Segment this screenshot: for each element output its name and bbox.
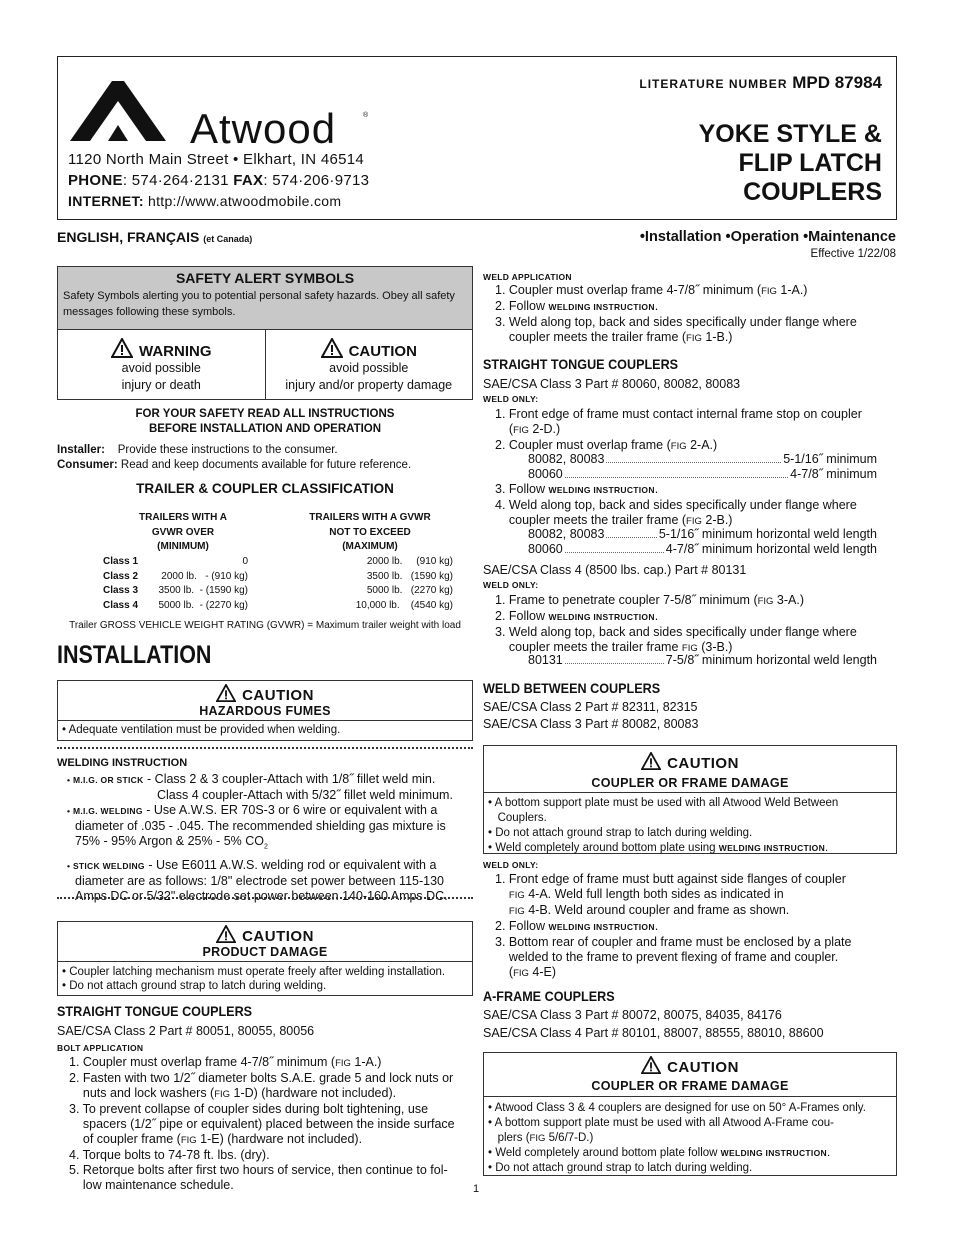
address: 1120 North Main Street • Elkhart, IN 46514 (68, 151, 365, 168)
leader-row: 80082, 80083 5-1/16˝ minimum horizontal weld length (528, 527, 877, 541)
list-line: 4. Weld along top, back and sides specifically under flange where (495, 498, 857, 512)
list-line: nuts and lock washers (FIG 1-D) (hardware not included). (69, 1086, 397, 1100)
class4-part: SAE/CSA Class 4 (8500 lbs. cap.) Part # 80131 (483, 563, 747, 577)
effective-date: Effective 1/22/08 (810, 248, 896, 260)
list-line: 2. Fasten with two 1/2˝ diameter bolts S.A.E. grade 5 and lock nuts or (69, 1071, 454, 1085)
classification-row (100, 555, 460, 570)
safety-title: SAFETY ALERT SYMBOLS (175, 270, 355, 286)
weld-between-steps (495, 872, 851, 981)
caution-triangle-icon (641, 1056, 661, 1074)
straight-tongue-part-2: SAE/CSA Class 3 Part # 80060, 80082, 80083 (483, 377, 741, 391)
classification-table: TRAILERS WITH A GVWR OVER (MINIMUM) TRAILERS WITH A GVWR NOT TO EXCEED (MAXIMUM) Class 1 0 2000 lb. (910 kg) Class 2 2000 lb. - (910 kg) 3500 lb. (1590 kg) Class 3 3500 lb. - (1590 kg) 5000 lb. (2270 kg) Class 4 5000 lb. - (2270 kg) 10,000 lb. (4540 kg) (100, 511, 460, 613)
page-number: 1 (473, 1183, 480, 1195)
weld-steps (495, 283, 857, 346)
weld-only-label: WELD ONLY: (483, 860, 539, 870)
list-line: • Do not attach ground strap to latch during welding. (488, 1162, 753, 1174)
phone-line: PHONE: 574·264·2131 FAX: 574·206·9713 (68, 172, 370, 189)
classification-min: 3500 lb. - (1590 kg) (158, 585, 248, 596)
stc-steps-b (495, 482, 857, 529)
sections-line: •Installation •Operation •Maintenance (639, 229, 896, 245)
a-frame-part-1: SAE/CSA Class 3 Part # 80072, 80075, 84035, 84176 (483, 1008, 782, 1022)
installation-heading: INSTALLATION (57, 641, 212, 669)
divider (57, 897, 473, 899)
caution-coupler-box-2: CAUTION COUPLER OR FRAME DAMAGE • Atwood Class 3 & 4 couplers are designed for use on 50° A-Frames only. • A bottom support plate must be used with all Atwood A-Frame cou- plers (FIG 5/6/7-D.) • Weld completely around bottom plate follow WELDING INSTRUCTION. • Do not attach ground strap to latch during welding. (483, 1052, 897, 1176)
divider (57, 747, 473, 749)
caution-triangle-icon (216, 684, 236, 702)
brand-name: Atwood (190, 105, 337, 152)
list-line: • Atwood Class 3 & 4 couplers are designed for use on 50° A-Frames only. (488, 1102, 866, 1114)
consumer-line: Consumer: Read and keep documents available for future reference. (57, 459, 412, 471)
bolt-steps (69, 1055, 474, 1193)
languages: ENGLISH, FRANÇAIS (et Canada) (57, 229, 253, 245)
caution-product-box: CAUTION PRODUCT DAMAGE • Coupler latching mechanism must operate freely after welding installation. • Do not attach ground strap to latch during welding. (57, 921, 473, 996)
list-line: FIG 4-A. Weld full length both sides as indicated in (508, 887, 784, 901)
classification-class: Class 4 (103, 599, 139, 611)
classification-class: Class 2 (103, 570, 139, 582)
list-line: coupler meets the trailer frame FIG (3-B.) (495, 640, 733, 654)
welding-instructions: • M.I.G. OR STICK - Class 2 & 3 coupler-Attach with 1/8˝ fillet weld min. Class 4 coupler-Attach with 5/32˝ fillet weld minimum. • M.I.G. WELDING - Use A.W.S. ER 70S-3 or 6 wire or equivalent with a diameter of .035 - .045. The recommended shielding gas mixture is 75% - 95% Argon & 25% - 5% $CO_2$ • STICK WELDING - Use E6011 A.W.S. welding rod or equivalent with a diameter are as follows: 1/8" electrode set power between 115-130 Amps DC or 5/32" electrode set power between 140-160 Amps DC. (67, 772, 453, 903)
caution-cell: CAUTION avoid possible injury and/or property damage (266, 330, 473, 400)
list-line: • Weld completely around bottom plate follow WELDING INSTRUCTION. (488, 1147, 831, 1159)
straight-tongue-title: STRAIGHT TONGUE COUPLERS (57, 1003, 253, 1019)
internet-line: INTERNET: http://www.atwoodmobile.com (68, 193, 342, 209)
classification-max: 2000 lb. (910 kg) (366, 556, 453, 567)
caution-triangle-icon (321, 338, 343, 358)
registered-mark: ® (363, 112, 369, 119)
stc-steps-a (495, 407, 862, 454)
caution-triangle-icon (641, 752, 661, 770)
leader-row: 80060 4-7/8˝ minimum (528, 467, 877, 481)
leader-row: 80060 4-7/8˝ minimum horizontal weld length (528, 542, 877, 556)
weld-only-label: WELD ONLY: (483, 394, 539, 404)
installer-line: Installer: Provide these instructions to the consumer. (57, 444, 338, 456)
classification-class: Class 3 (103, 585, 139, 596)
list-line: (FIG 2-D.) (495, 422, 561, 436)
weld-between-part-1: SAE/CSA Class 2 Part # 82311, 82315 (483, 700, 698, 714)
list-line: 5. Retorque bolts after first two hours of service, then continue to fol- (69, 1163, 448, 1177)
straight-tongue-title-2: STRAIGHT TONGUE COUPLERS (483, 356, 679, 372)
warning-triangle-icon (111, 338, 133, 358)
atwood-logo-icon (70, 79, 190, 143)
list-line: FIG 4-B. Weld around coupler and frame as shown. (508, 903, 790, 917)
classification-row (100, 570, 460, 585)
list-line: 1. Front edge of frame must butt against side flanges of coupler (495, 872, 846, 886)
classification-row (100, 599, 460, 614)
document-title: YOKE STYLE & FLIP LATCH COUPLERS (698, 120, 882, 206)
weld-only-label: WELD ONLY: (483, 580, 539, 590)
list-line: of coupler frame (FIG 1-E) (hardware not included). (69, 1132, 363, 1146)
classification-min: 0 (242, 556, 248, 567)
list-line: 1. Coupler must overlap frame 4-7/8˝ minimum (FIG 1-A.) (495, 283, 808, 297)
literature-number: LITERATURE NUMBER MPD 87984 (639, 73, 882, 92)
list-line: 4. Torque bolts to 74-78 ft. lbs. (dry). (69, 1148, 270, 1162)
list-line: 3. Bottom rear of coupler and frame must be enclosed by a plate (495, 935, 852, 949)
caution-coupler-box-1: CAUTION COUPLER OR FRAME DAMAGE • A bottom support plate must be used with all Atwood Weld Between Couplers. • Do not attach ground strap to latch during welding. • Weld completely around bottom plate using WELDING INSTRUCTION. (483, 745, 897, 854)
leader-row: 80131 7-5/8˝ minimum horizontal weld length (528, 653, 877, 667)
classification-min: 5000 lb. - (2270 kg) (158, 599, 248, 611)
list-line: 2. Follow WELDING INSTRUCTION. (495, 609, 659, 623)
list-line: 1. Coupler must overlap frame 4-7/8˝ minimum (FIG 1-A.) (69, 1055, 382, 1069)
welding-instruction-title: WELDING INSTRUCTION (57, 757, 188, 769)
list-line: 2. Follow WELDING INSTRUCTION. (495, 299, 659, 313)
classification-class: Class 1 (103, 556, 139, 567)
list-line: 3. To prevent collapse of coupler sides during bolt tightening, use (69, 1102, 429, 1116)
straight-tongue-part: SAE/CSA Class 2 Part # 80051, 80055, 80056 (57, 1024, 315, 1038)
list-line: plers (FIG 5/6/7-D.) (488, 1132, 594, 1144)
leader-row: 80082, 80083 5-1/16˝ minimum (528, 452, 877, 466)
classification-max: 5000 lb. (2270 kg) (366, 585, 453, 596)
classification-title: TRAILER & COUPLER CLASSIFICATION (136, 481, 394, 496)
list-line: 2. Follow WELDING INSTRUCTION. (495, 919, 659, 933)
warning-cell: WARNING avoid possible injury or death (58, 330, 266, 400)
weld-application-label: WELD APPLICATION (483, 272, 572, 282)
list-line: 3. Weld along top, back and sides specifically under flange where (495, 625, 857, 639)
list-line: spacers (1/2˝ pipe or equivalent) placed between the inside surface (69, 1117, 455, 1131)
safety-text: Safety Symbols alerting you to potential personal safety hazards. Obey all safety messages following these symbols. (63, 290, 455, 318)
a-frame-part-2: SAE/CSA Class 4 Part # 80101, 88007, 88555, 88010, 88600 (483, 1026, 824, 1040)
classification-max: 3500 lb. (1590 kg) (366, 570, 453, 582)
list-line: Couplers. (488, 812, 547, 824)
classification-min: 2000 lb. - (910 kg) (161, 570, 248, 582)
list-line: 3. Follow WELDING INSTRUCTION. (495, 482, 659, 496)
list-line: coupler meets the trailer frame (FIG 1-B.) (495, 330, 733, 344)
list-line: 2. Coupler must overlap frame (FIG 2-A.) (495, 438, 718, 452)
weld-between-part-2: SAE/CSA Class 3 Part # 80082, 80083 (483, 717, 699, 731)
list-line: 1. Frame to penetrate coupler 7-5/8˝ minimum (FIG 3-A.) (495, 593, 805, 607)
caution-triangle-icon (216, 925, 236, 943)
gvwr-note: Trailer GROSS VEHICLE WEIGHT RATING (GVWR) = Maximum trailer weight with load (69, 620, 461, 631)
list-line: low maintenance schedule. (69, 1178, 234, 1192)
bolt-application-label: BOLT APPLICATION (57, 1043, 144, 1053)
list-line: • A bottom support plate must be used with all Atwood Weld Between (488, 797, 839, 809)
list-line: 1. Front edge of frame must contact internal frame stop on coupler (495, 407, 862, 421)
class4-steps (495, 593, 857, 656)
read-instructions: FOR YOUR SAFETY READ ALL INSTRUCTIONS BEFORE INSTALLATION AND OPERATION (135, 408, 395, 435)
weld-between-title: WELD BETWEEN COUPLERS (483, 680, 661, 696)
list-line: 3. Weld along top, back and sides specifically under flange where (495, 315, 857, 329)
classification-row (100, 584, 460, 599)
list-line: • A bottom support plate must be used with all Atwood A-Frame cou- (488, 1117, 835, 1129)
safety-alert-box (57, 266, 473, 400)
classification-max: 10,000 lb. (4540 kg) (355, 599, 453, 611)
list-line: welded to the frame to prevent flexing of frame and coupler. (495, 950, 839, 964)
list-line: • Weld completely around bottom plate using WELDING INSTRUCTION. (488, 842, 829, 854)
list-line: (FIG 4-E) (495, 965, 556, 979)
list-line: coupler meets the trailer frame (FIG 2-B.) (495, 513, 733, 527)
list-line: • Do not attach ground strap to latch during welding. (488, 827, 753, 839)
caution-fumes-box: CAUTION HAZARDOUS FUMES • Adequate ventilation must be provided when welding. (57, 680, 473, 741)
a-frame-title: A-FRAME COUPLERS (483, 988, 615, 1004)
